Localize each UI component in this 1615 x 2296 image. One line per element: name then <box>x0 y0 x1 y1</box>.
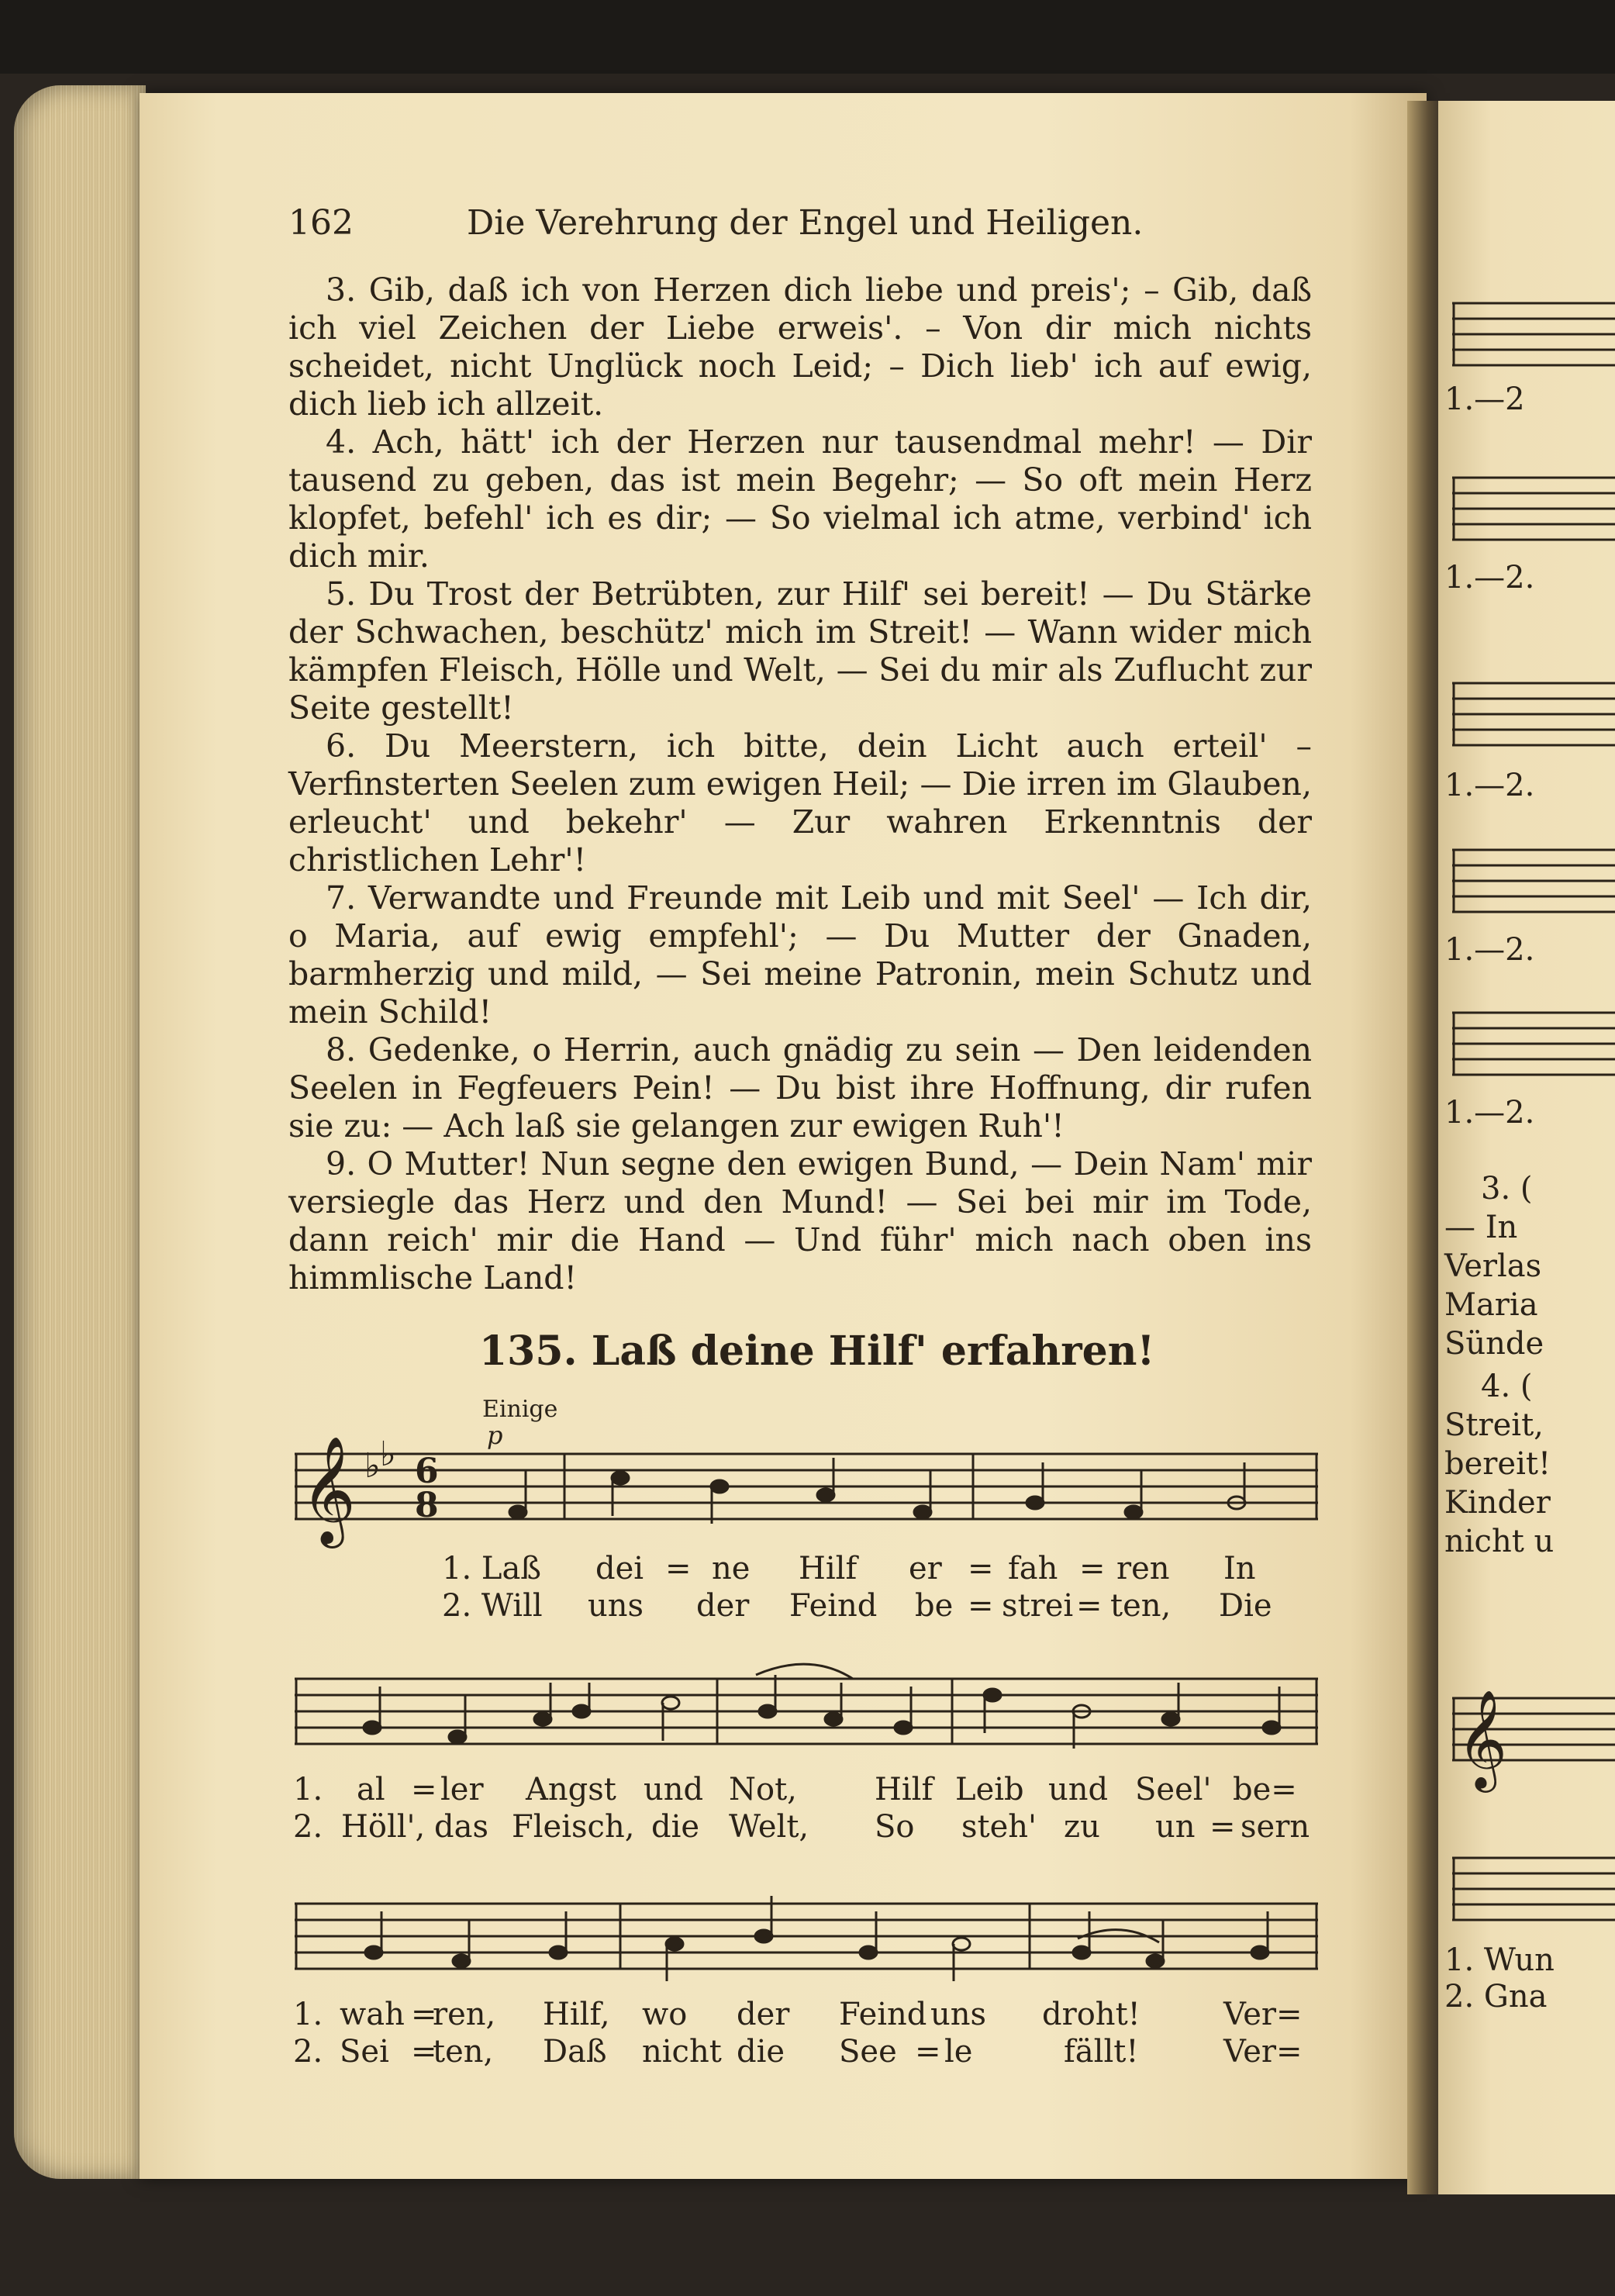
lyric-syllable: le <box>944 2034 973 2070</box>
performance-label: Einige <box>482 1396 558 1423</box>
lyric-syllable: Hilf <box>875 1772 933 1807</box>
flat-icon: ♭ <box>380 1435 396 1474</box>
lyric-syllable: er <box>909 1551 942 1586</box>
right-page <box>1438 101 1615 2194</box>
right-page-line: 1.—2. <box>1444 932 1535 968</box>
lyric-syllable: Ver= <box>1223 1997 1303 2032</box>
lyric-syllable: Seel' <box>1135 1772 1212 1807</box>
lyric-syllable: = <box>411 2034 437 2070</box>
lyric-syllable: der <box>737 1997 790 2032</box>
right-page-line: 1.—2 <box>1444 382 1525 417</box>
lyric-syllable: Hilf, <box>543 1997 610 2032</box>
verse-6: 6. Du Meerstern, ich bitte, dein Licht auch erteil' – Verfinsterten Seelen zum ewigen Heil; — Die irren im Glauben, erleucht' und bekehr' — Zur wahren Erkenntnis der christlichen Lehr'! <box>288 727 1312 879</box>
lyric-syllable: Not, <box>729 1772 797 1807</box>
lyric-syllable: zu <box>1064 1809 1100 1845</box>
right-page-line: Kinder <box>1444 1485 1551 1521</box>
lyric-line <box>0 1588 1396 1627</box>
lyric-syllable: Feind <box>789 1588 878 1624</box>
lyric-syllable: ler <box>440 1772 484 1807</box>
right-page-line: 1.—2. <box>1444 1095 1535 1131</box>
right-page-staff-4 <box>1452 845 1615 915</box>
lyric-syllable: ten, <box>433 2034 494 2070</box>
right-page-staff-5 <box>1452 1008 1615 1078</box>
lyric-syllable: ne <box>712 1551 751 1586</box>
right-page-line: 4. ( <box>1481 1369 1533 1404</box>
right-page-staff-2 <box>1452 473 1615 543</box>
lyric-syllable: nicht <box>642 2034 722 2070</box>
right-page-line: Verlas <box>1444 1248 1542 1284</box>
lyric-syllable: die <box>651 1809 700 1845</box>
verse-7: 7. Verwandte und Freunde mit Leib und mit Seel' — Ich dir, o Maria, auf ewig empfehl'; — Du Mutter der Gnaden, barmherzig und mild, — Sei meine Patronin, mein Schutz und mein Schild! <box>288 879 1312 1031</box>
lyric-syllable: = <box>411 1772 437 1807</box>
lyric-line <box>0 1772 1396 1811</box>
lyric-syllable: Welt, <box>729 1809 809 1845</box>
lyric-syllable: 2. Will <box>442 1588 543 1624</box>
verse-3: 3. Gib, daß ich von Herzen dich liebe und preis'; – Gib, daß ich viel Zeichen der Liebe erweis'. – Von dir mich nichts scheidet, nicht Unglück noch Leid; – Dich lieb' ich auf ewig, dich lieb ich allzeit. <box>288 271 1312 423</box>
right-page-line: — In <box>1444 1210 1518 1245</box>
lyric-syllable: sern <box>1241 1809 1310 1845</box>
lyric-syllable: al <box>357 1772 385 1807</box>
treble-clef-icon: 𝄞 <box>1457 1689 1508 1788</box>
lyric-syllable: uns <box>930 1997 987 2032</box>
right-page-line: 1. Wun <box>1444 1942 1555 1978</box>
lyric-syllable: Höll', <box>341 1809 426 1845</box>
song-title: 135. Laß deine Hilf' erfahren! <box>479 1328 1155 1375</box>
lyric-syllable: 1. <box>293 1772 323 1807</box>
time-signature-top: 6 <box>415 1452 439 1491</box>
right-page-line: nicht u <box>1444 1524 1555 1559</box>
lyric-syllable: be= <box>1233 1772 1297 1807</box>
lyric-syllable: = <box>915 2034 941 2070</box>
right-page-line: 3. ( <box>1481 1171 1533 1207</box>
lyric-syllable: = <box>1076 1588 1103 1624</box>
lyric-syllable: Fleisch, <box>512 1809 635 1845</box>
lyric-syllable: droht! <box>1042 1997 1141 2032</box>
lyric-syllable: Die <box>1219 1588 1272 1624</box>
lyric-syllable: ren, <box>433 1997 496 2032</box>
lyric-syllable: wah <box>340 1997 405 2032</box>
lyric-syllable: uns <box>588 1588 644 1624</box>
lyric-syllable: Feind <box>839 1997 927 2032</box>
time-signature-bottom: 8 <box>415 1486 439 1525</box>
lyric-syllable: fah <box>1008 1551 1058 1586</box>
lyric-syllable: die <box>737 2034 785 2070</box>
lyric-syllable: = <box>411 1997 437 2032</box>
lyric-syllable: = <box>968 1588 994 1624</box>
right-page-line: Streit, <box>1444 1407 1544 1443</box>
lyric-syllable: steh' <box>961 1809 1037 1845</box>
lyric-syllable: un <box>1155 1809 1196 1845</box>
lyric-syllable: Daß <box>543 2034 607 2070</box>
lyric-syllable: Sei <box>340 2034 389 2070</box>
lyric-syllable: wo <box>642 1997 688 2032</box>
verse-5: 5. Du Trost der Betrübten, zur Hilf' sei bereit! — Du Stärke der Schwachen, beschütz' mich im Streit! — Wann wider mich kämpfen Fleisch, Hölle und Welt, — Sei du mir als Zuflucht zur Seite gestellt! <box>288 575 1312 727</box>
lyric-line <box>0 1809 1396 1848</box>
right-page-line: bereit! <box>1444 1446 1551 1482</box>
lyric-syllable: 1. <box>293 1997 323 2032</box>
lyric-line <box>0 1997 1396 2035</box>
lyric-syllable: und <box>644 1772 704 1807</box>
lyric-syllable: = <box>968 1551 994 1586</box>
verse-block <box>288 271 1312 1297</box>
lyric-syllable: = <box>1210 1809 1236 1845</box>
right-page-line: 2. Gna <box>1444 1979 1548 2015</box>
right-page-line: 1.—2. <box>1444 768 1535 803</box>
book-gutter <box>1407 101 1442 2194</box>
right-page-staff-3 <box>1452 678 1615 748</box>
lyric-syllable: = <box>665 1551 692 1586</box>
lyric-syllable: strei <box>1002 1588 1074 1624</box>
dynamic-marking: p <box>487 1421 503 1450</box>
lyric-syllable: 1. Laß <box>442 1551 542 1586</box>
page-edges <box>14 85 146 2179</box>
lyric-syllable: In <box>1223 1551 1256 1586</box>
right-page-line: 1.—2. <box>1444 560 1535 596</box>
lyric-syllable: dei <box>595 1551 644 1586</box>
lyric-syllable: Leib <box>955 1772 1024 1807</box>
right-page-staff-6 <box>1452 1667 1615 1822</box>
chapter-title: Die Verehrung der Engel und Heiligen. <box>467 203 1144 243</box>
right-page-line: Sünde <box>1444 1326 1544 1362</box>
flat-icon: ♭ <box>364 1446 381 1486</box>
verse-8: 8. Gedenke, o Herrin, auch gnädig zu sein — Den leidenden Seelen in Fegfeuers Pein! — Du bist ihre Hoffnung, dir rufen sie zu: — Ach laß sie gelangen zur ewigen Ruh'! <box>288 1031 1312 1145</box>
lyric-syllable: fällt! <box>1064 2034 1139 2070</box>
verse-4: 4. Ach, hätt' ich der Herzen nur tausendmal mehr! — Dir tausend zu geben, das ist mein Begehr; — So oft mein Herz klopfet, befehl' ich es dir; — So vielmal ich atme, verbind' ich dich mir. <box>288 423 1312 575</box>
lyric-syllable: be <box>915 1588 954 1624</box>
lyric-syllable: 2. <box>293 2034 323 2070</box>
lyric-syllable: So <box>875 1809 915 1845</box>
lyric-syllable: = <box>1079 1551 1106 1586</box>
verse-9: 9. O Mutter! Nun segne den ewigen Bund, — Dein Nam' mir versiegle das Herz und den Mund! — Sei bei mir im Tode, dann reich' mir die Hand — Und führ' mich nach oben ins himmlische Land! <box>288 1145 1312 1296</box>
lyric-syllable: Angst <box>526 1772 616 1807</box>
lyric-syllable: See <box>839 2034 897 2070</box>
page-number: 162 <box>288 203 354 243</box>
right-page-line: Maria <box>1444 1287 1538 1323</box>
lyric-line <box>0 1551 1396 1590</box>
lyric-syllable: der <box>696 1588 750 1624</box>
lyric-syllable: und <box>1048 1772 1109 1807</box>
right-page-staff-7 <box>1452 1853 1615 1923</box>
lyric-line <box>0 2034 1396 2073</box>
running-head <box>288 203 1180 243</box>
treble-clef-icon: 𝄞 <box>301 1436 356 1544</box>
lyric-syllable: 2. <box>293 1809 323 1845</box>
lyric-syllable: ren <box>1116 1551 1170 1586</box>
lyric-syllable: das <box>434 1809 488 1845</box>
right-page-staff-1 <box>1452 299 1615 368</box>
lyric-syllable: ten, <box>1110 1588 1172 1624</box>
lyric-syllable: Ver= <box>1223 2034 1303 2070</box>
lyric-syllable: Hilf <box>799 1551 858 1586</box>
